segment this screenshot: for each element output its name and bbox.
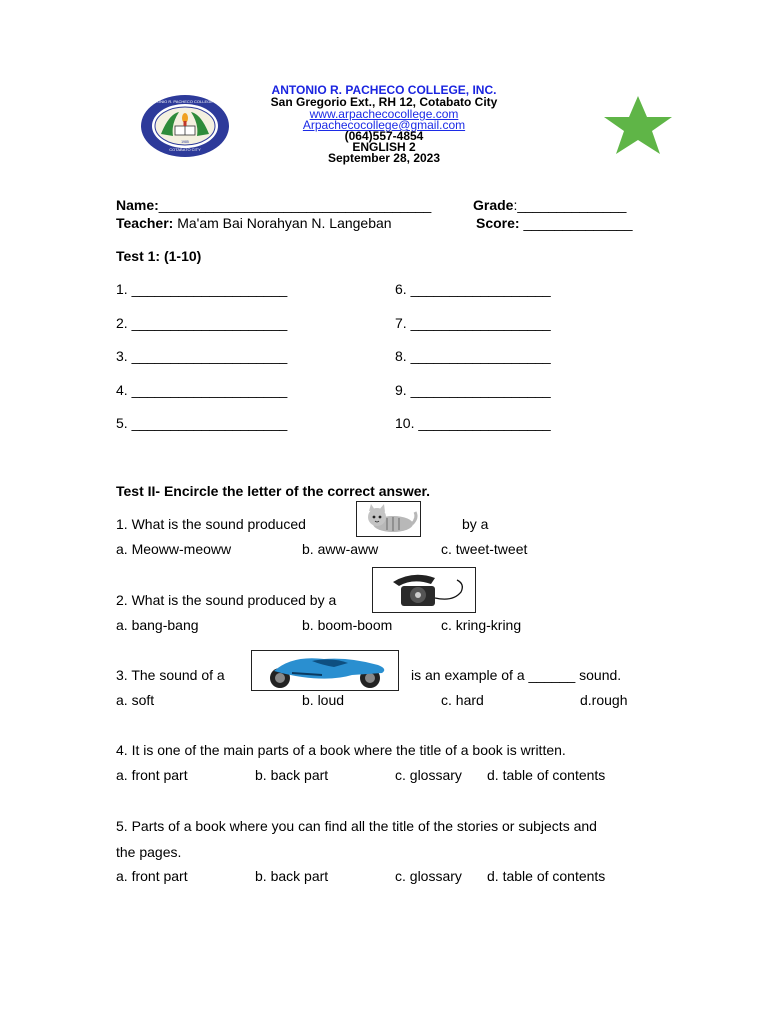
grade-label: Grade [473,197,514,213]
teacher-line [116,215,392,231]
q3-choice-d[interactable]: d.rough [580,692,628,708]
answer-blank-1[interactable]: 1. ____________________ [116,281,288,297]
question-5-text: 5. Parts of a book where you can find all the title of the stories or subjects and [116,818,597,834]
q4-choice-a[interactable]: a. front part [116,767,188,783]
q3-choice-c[interactable]: c. hard [441,692,484,708]
q1-choice-b[interactable]: b. aww-aww [302,541,379,557]
name-field[interactable] [116,197,431,213]
score-field[interactable] [476,215,632,231]
q3-choice-b[interactable]: b. loud [302,692,345,708]
question-3-text-end: is an example of a ______ sound. [411,667,622,683]
svg-text:ANTONIO R. PACHECO COLLEGE INC: ANTONIO R. PACHECO COLLEGE INC [149,99,221,104]
telephone-image [372,567,476,613]
email-link[interactable]: Arpachecocollege@gmail.com [302,118,466,132]
question-4-text: 4. It is one of the main parts of a book where the title of a book is written. [116,742,566,758]
answer-blank-6[interactable]: 6. __________________ [395,281,551,297]
question-1-text-end: by a [462,516,489,532]
q4-choice-c[interactable]: c. glossary [395,767,462,783]
answer-blank-9[interactable]: 9. __________________ [395,382,551,398]
q4-choice-b[interactable]: b. back part [255,767,329,783]
name-label: Name: [116,197,159,213]
cat-icon [357,502,420,536]
answer-blank-10[interactable]: 10. _________________ [395,415,551,431]
grade-field[interactable] [473,197,626,213]
website-link[interactable]: www.arpachecocollege.com [309,107,459,121]
motorcycle-icon [252,651,398,690]
q1-choice-c[interactable]: c. tweet-tweet [441,541,528,557]
answer-blank-2[interactable]: 2. ____________________ [116,315,288,331]
test2-title: Test II- Encircle the letter of the correct answer. [116,483,431,499]
q2-choice-a[interactable]: a. bang-bang [116,617,199,633]
motorcycle-image [251,650,399,691]
answer-blank-5[interactable]: 5. ____________________ [116,415,288,431]
answer-blank-7[interactable]: 7. __________________ [395,315,551,331]
q3-choice-a[interactable]: a. soft [116,692,155,708]
grade-blank[interactable]: :______________ [513,197,627,213]
question-2-text: 2. What is the sound produced by a [116,592,337,608]
answer-blank-8[interactable]: 8. __________________ [395,348,551,364]
answer-blank-3[interactable]: 3. ____________________ [116,348,288,364]
q1-choice-a[interactable]: a. Meoww-meoww [116,541,232,557]
svg-text:1985: 1985 [181,140,189,144]
q5-choice-d[interactable]: d. table of contents [487,868,606,884]
name-blank[interactable]: ___________________________________ [158,197,432,213]
teacher-label: Teacher: [116,215,174,231]
q5-choice-b[interactable]: b. back part [255,868,329,884]
exam-date: September 28, 2023 [327,151,441,165]
cat-image [356,501,421,537]
svg-text:COTABATO CITY: COTABATO CITY [169,147,201,152]
question-1-text: 1. What is the sound produced [116,516,306,532]
teacher-name: Ma'am Bai Norahyan N. Langeban [177,215,392,231]
answer-blank-4[interactable]: 4. ____________________ [116,382,288,398]
score-label: Score: [476,215,520,231]
q2-choice-b[interactable]: b. boom-boom [302,617,393,633]
q5-choice-a[interactable]: a. front part [116,868,188,884]
question-5-text-cont: the pages. [116,844,182,860]
phone-number: (064)557-4854 [344,129,424,143]
school-address: San Gregorio Ext., RH 12, Cotabato City [270,95,498,109]
subject-title: ENGLISH 2 [352,140,416,154]
school-name: ANTONIO R. PACHECO COLLEGE, INC. [271,83,497,97]
q4-choice-d[interactable]: d. table of contents [487,767,606,783]
score-blank[interactable]: ______________ [519,215,633,231]
test1-title: Test 1: (1-10) [116,248,202,264]
question-3-text: 3. The sound of a [116,667,225,683]
telephone-icon [373,568,475,612]
q5-choice-c[interactable]: c. glossary [395,868,462,884]
q2-choice-c[interactable]: c. kring-kring [441,617,522,633]
